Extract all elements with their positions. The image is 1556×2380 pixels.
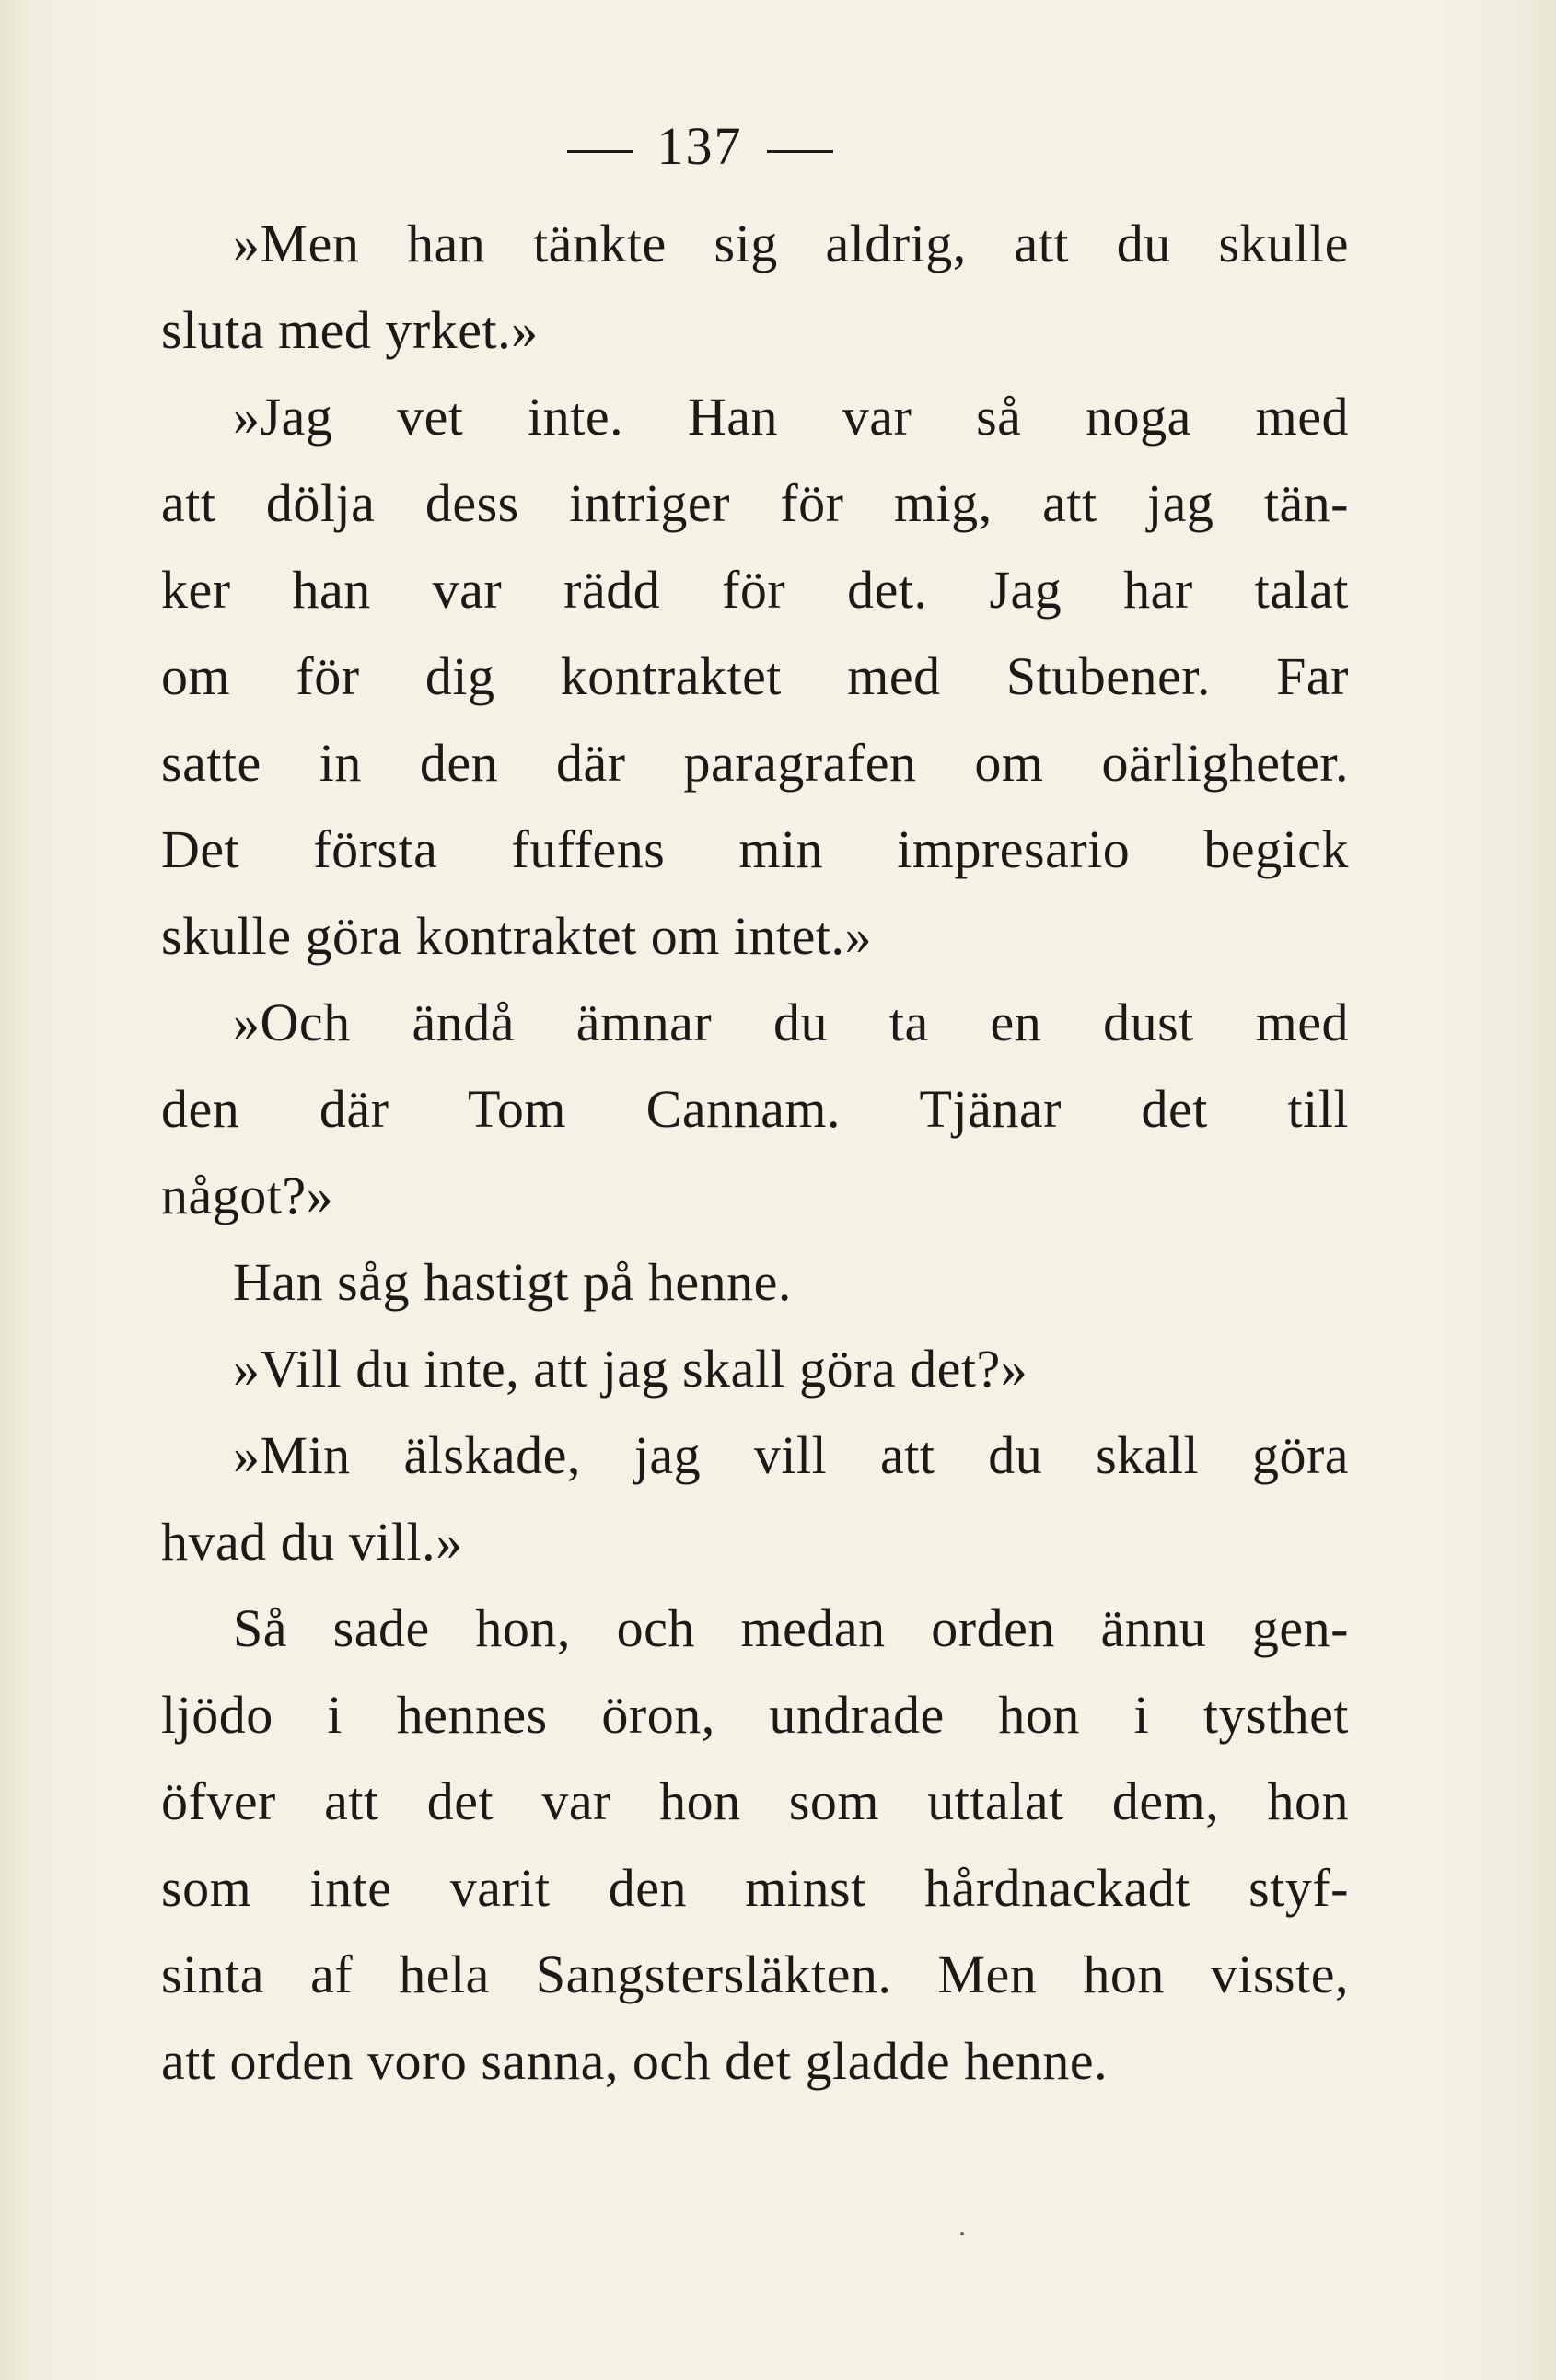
text-line: något?»: [161, 1166, 334, 1225]
text-line: om för dig kontraktet med Stubener. Far: [161, 646, 1349, 706]
text-line: den där Tom Cannam. Tjänar det till: [161, 1079, 1349, 1139]
page-number-header: [0, 115, 1399, 177]
text-line: »Min älskade, jag vill att du skall göra: [233, 1425, 1349, 1485]
text-line: sluta med yrket.»: [161, 300, 539, 360]
text-line: Det första fuffens min impresario begick: [161, 819, 1349, 879]
text-line: ker han var rädd för det. Jag har talat: [161, 560, 1349, 620]
text-line: hvad du vill.»: [161, 1512, 463, 1572]
text-line: skulle göra kontraktet om intet.»: [161, 906, 872, 966]
text-line: att orden voro sanna, och det gladde henne.: [161, 2031, 1109, 2091]
text-line: ljödo i hennes öron, undrade hon i tysthet: [161, 1685, 1349, 1745]
paper-speck: [960, 2232, 964, 2235]
page-number: 137: [656, 116, 743, 176]
right-dash: [767, 150, 833, 153]
body-text: [161, 201, 1349, 2105]
text-line: satte in den där paragrafen om oärligheter.: [161, 733, 1349, 793]
text-line: »Vill du inte, att jag skall göra det?»: [233, 1339, 1028, 1399]
text-line: Han såg hastigt på henne.: [233, 1252, 792, 1312]
text-line: »Men han tänkte sig aldrig, att du skulle: [233, 214, 1349, 273]
text-line: »Jag vet inte. Han var så noga med: [233, 387, 1349, 447]
left-dash: [567, 150, 633, 153]
text-line: Så sade hon, och medan orden ännu gen-: [233, 1598, 1349, 1658]
text-line: sinta af hela Sangstersläkten. Men hon visste,: [161, 1945, 1349, 2004]
text-line: öfver att det var hon som uttalat dem, hon: [161, 1771, 1349, 1831]
text-line: att dölja dess intriger för mig, att jag tän-: [161, 473, 1349, 533]
text-line: som inte varit den minst hårdnackadt styf-: [161, 1858, 1349, 1918]
text-line: »Och ändå ämnar du ta en dust med: [233, 993, 1349, 1052]
